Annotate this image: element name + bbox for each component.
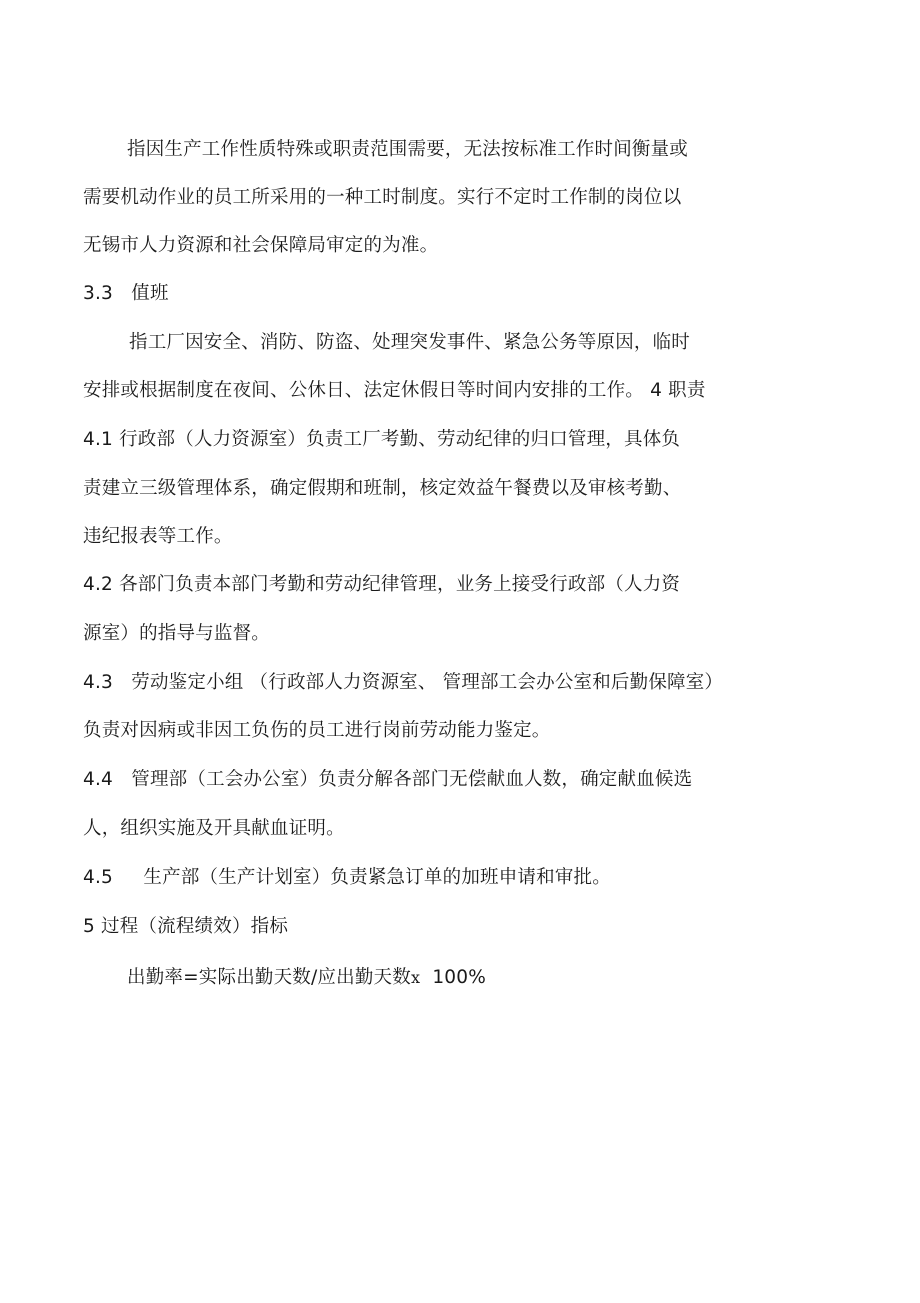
paragraph-line: 安排或根据制度在夜间、公休日、法定休假日等时间内安排的工作。 4 职责: [83, 380, 706, 401]
paragraph-line: 无锡市人力资源和社会保障局审定的为准。: [83, 235, 439, 256]
section-heading: 3.3 值班: [83, 283, 169, 304]
paragraph-line: 指工厂因安全、消防、防盗、处理突发事件、紧急公务等原因，临时: [129, 332, 691, 353]
paragraph-line: 负责对因病或非因工负伤的员工进行岗前劳动能力鉴定。: [83, 720, 551, 741]
paragraph-line: 需要机动作业的员工所采用的一种工时制度。实行不定时工作制的岗位以: [83, 187, 682, 208]
paragraph-line: 4.2 各部门负责本部门考勤和劳动纪律管理，业务上接受行政部（人力资: [83, 574, 681, 595]
paragraph-line: 指因生产工作性质特殊或职责范围需要，无法按标准工作时间衡量或: [127, 139, 689, 160]
formula: [127, 966, 486, 990]
paragraph-line: 4.4 管理部（工会办公室）负责分解各部门无偿献血人数，确定献血候选: [83, 769, 693, 790]
paragraph-line: 责建立三级管理体系，确定假期和班制，核定效益午餐费以及审核考勤、: [83, 478, 682, 499]
section-heading: 5 过程（流程绩效）指标: [83, 916, 289, 937]
paragraph-line: 4.1 行政部（人力资源室）负责工厂考勤、劳动纪律的归口管理，具体负: [83, 429, 681, 450]
formula-right: 100%: [420, 967, 487, 988]
formula-times: x: [410, 968, 421, 987]
paragraph-line: 源室）的指导与监督。: [83, 623, 271, 644]
paragraph-line: 4.5 生产部（生产计划室）负责紧急订单的加班申请和审批。: [83, 867, 611, 888]
paragraph-line: 违纪报表等工作。: [83, 526, 233, 547]
paragraph-line: 4.3 劳动鉴定小组 （行政部人力资源室、 管理部工会办公室和后勤保障室）: [83, 672, 724, 693]
formula-left: 出勤率=实际出勤天数/应出勤天数: [127, 967, 411, 988]
paragraph-line: 人，组织实施及开具献血证明。: [83, 818, 345, 839]
